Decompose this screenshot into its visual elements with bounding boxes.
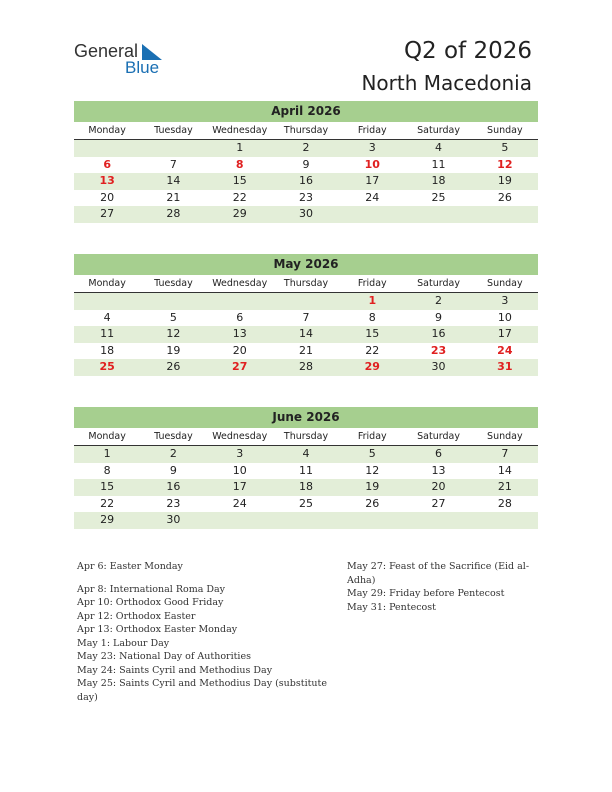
weekday-label: Monday: [88, 125, 126, 136]
day-cell: 26: [166, 360, 181, 373]
weekday-label: Thursday: [283, 431, 329, 442]
day-cell: 20: [431, 480, 446, 493]
holiday-entry: May 31: Pentecost: [347, 601, 436, 613]
day-cell: 29: [232, 207, 247, 220]
month-title: June 2026: [74, 407, 538, 428]
day-cell: 15: [365, 327, 380, 340]
holiday-entry: May 29: Friday before Pentecost: [347, 588, 505, 599]
week-row: [74, 343, 538, 360]
week-row: [74, 190, 538, 207]
holiday-list-right: [347, 560, 532, 614]
weekday-label: Wednesday: [212, 125, 268, 136]
holiday-day-cell: 29: [364, 360, 380, 373]
day-cell: 6: [236, 310, 244, 324]
week-row: [74, 140, 538, 157]
day-cell: 5: [501, 141, 509, 154]
day-cell: 3: [501, 294, 509, 307]
weekday-header-row: [74, 122, 538, 140]
holiday-day-cell: 8: [235, 157, 244, 171]
month-calendar: [74, 254, 538, 376]
day-cell: 13: [232, 327, 247, 340]
weekday-header-row: [74, 428, 538, 446]
day-cell: 3: [368, 141, 376, 154]
holiday-day-cell: 27: [232, 360, 248, 373]
weekday-label: Sunday: [487, 278, 523, 289]
day-cell: 2: [302, 141, 310, 154]
weekday-label: Tuesday: [154, 278, 193, 289]
day-cell: 19: [166, 343, 181, 357]
holiday-entry: May 27: Feast of the Sacrifice (Eid al-Adha): [347, 561, 530, 586]
weekday-label: Tuesday: [154, 125, 193, 136]
day-cell: [405, 512, 471, 529]
day-cell: 1: [103, 447, 111, 460]
day-cell: 5: [169, 310, 177, 324]
day-cell: 24: [232, 496, 247, 510]
week-row: [74, 293, 538, 310]
day-cell: 11: [298, 463, 313, 477]
weekday-label: Thursday: [283, 278, 329, 289]
day-cell: 30: [298, 207, 313, 220]
weekday-label: Sunday: [487, 125, 523, 136]
day-cell: 28: [298, 360, 313, 373]
day-cell: 29: [100, 513, 115, 526]
day-cell: 9: [435, 310, 443, 324]
day-cell: [472, 512, 538, 529]
day-cell: 20: [100, 190, 115, 204]
week-row: [74, 479, 538, 496]
day-cell: [74, 140, 140, 157]
day-cell: 24: [365, 190, 380, 204]
weekday-header-row: [74, 275, 538, 293]
day-cell: 28: [497, 496, 512, 510]
week-row: [74, 310, 538, 327]
day-cell: 4: [435, 141, 443, 154]
holiday-entry: May 24: Saints Cyril and Methodius Day: [77, 664, 273, 676]
day-cell: 7: [169, 157, 177, 171]
holiday-day-cell: 12: [497, 157, 513, 171]
day-cell: 9: [169, 463, 177, 477]
day-cell: 7: [501, 447, 509, 460]
day-cell: 17: [232, 480, 247, 493]
holiday-day-cell: 10: [364, 157, 380, 171]
month-title: April 2026: [74, 101, 538, 122]
month-title: May 2026: [74, 254, 538, 275]
day-cell: 11: [100, 327, 115, 340]
weekday-label: Friday: [357, 431, 387, 442]
holiday-day-cell: 24: [497, 343, 513, 357]
day-cell: 12: [166, 327, 181, 340]
weekday-label: Monday: [88, 278, 126, 289]
day-cell: 27: [431, 496, 446, 510]
week-row: [74, 157, 538, 174]
day-cell: 14: [166, 174, 181, 187]
day-cell: 23: [298, 190, 313, 204]
day-cell: 1: [236, 141, 244, 154]
week-row: [74, 512, 538, 529]
weekday-label: Saturday: [417, 431, 460, 442]
day-cell: 19: [365, 480, 380, 493]
holiday-day-cell: 31: [497, 360, 513, 373]
day-cell: 21: [298, 343, 313, 357]
week-row: [74, 446, 538, 463]
day-cell: 19: [497, 174, 512, 187]
day-cell: [472, 206, 538, 223]
day-cell: 22: [365, 343, 380, 357]
holiday-list-left: [77, 560, 327, 704]
day-cell: 4: [302, 447, 310, 460]
week-row: [74, 359, 538, 376]
weekday-label: Monday: [88, 431, 126, 442]
day-cell: 2: [435, 294, 443, 307]
day-cell: [140, 293, 206, 310]
weekday-label: Thursday: [283, 125, 329, 136]
day-cell: 6: [435, 447, 443, 460]
day-cell: 26: [497, 190, 512, 204]
day-cell: 17: [365, 174, 380, 187]
day-cell: 7: [302, 310, 310, 324]
day-cell: 26: [365, 496, 380, 510]
weekday-label: Wednesday: [212, 278, 268, 289]
holiday-entry: Apr 8: International Roma Day: [77, 583, 226, 595]
day-cell: 2: [169, 447, 177, 460]
day-cell: [207, 293, 273, 310]
day-cell: 5: [368, 447, 376, 460]
holiday-entry: Apr 12: Orthodox Easter: [77, 610, 196, 622]
day-cell: 18: [100, 343, 115, 357]
day-cell: 12: [365, 463, 380, 477]
day-cell: [273, 293, 339, 310]
weekday-label: Sunday: [487, 431, 523, 442]
month-calendar: [74, 407, 538, 529]
day-cell: 8: [103, 463, 111, 477]
day-cell: 15: [100, 480, 115, 493]
week-row: [74, 326, 538, 343]
holiday-entry: May 25: Saints Cyril and Methodius Day (substitute day): [77, 678, 327, 703]
day-cell: 30: [166, 513, 181, 526]
holiday-entry: Apr 10: Orthodox Good Friday: [77, 597, 224, 608]
day-cell: 8: [368, 310, 376, 324]
day-cell: [74, 293, 140, 310]
day-cell: 18: [431, 174, 446, 187]
day-cell: 4: [103, 310, 111, 324]
logo-text-general: General: [74, 41, 139, 61]
day-cell: 22: [100, 496, 115, 510]
day-cell: 16: [431, 327, 446, 340]
week-row: [74, 173, 538, 190]
day-cell: [339, 512, 405, 529]
day-cell: 22: [232, 190, 247, 204]
generalblue-logo: [74, 41, 174, 81]
day-cell: 15: [232, 174, 247, 187]
holiday-entry: Apr 13: Orthodox Easter Monday: [77, 624, 238, 635]
weekday-label: Wednesday: [212, 431, 268, 442]
month-calendar: [74, 101, 538, 223]
day-cell: 10: [232, 463, 247, 477]
day-cell: 9: [302, 157, 310, 171]
day-cell: 11: [431, 157, 446, 171]
day-cell: 30: [431, 360, 446, 373]
day-cell: 10: [497, 310, 512, 324]
day-cell: 16: [298, 174, 313, 187]
week-row: [74, 206, 538, 223]
day-cell: 13: [431, 463, 446, 477]
holiday-entry: Apr 6: Easter Monday: [77, 561, 183, 572]
weekday-label: Saturday: [417, 125, 460, 136]
logo-text-blue: Blue: [125, 58, 160, 77]
day-cell: 17: [497, 327, 512, 340]
day-cell: 20: [232, 343, 247, 357]
day-cell: 28: [166, 207, 181, 220]
day-cell: [207, 512, 273, 529]
day-cell: 16: [166, 480, 181, 493]
holiday-day-cell: 1: [368, 294, 377, 307]
day-cell: [140, 140, 206, 157]
day-cell: [405, 206, 471, 223]
day-cell: 18: [298, 480, 313, 493]
country-name: North Macedonia: [361, 71, 532, 95]
week-row: [74, 496, 538, 513]
weekday-label: Tuesday: [154, 431, 193, 442]
day-cell: 25: [298, 496, 313, 510]
day-cell: 23: [166, 496, 181, 510]
holiday-entry: May 23: National Day of Authorities: [77, 651, 251, 662]
day-cell: 3: [236, 447, 244, 460]
weekday-label: Saturday: [417, 278, 460, 289]
weekday-label: Friday: [357, 278, 387, 289]
day-cell: 27: [100, 207, 115, 220]
holiday-day-cell: 13: [99, 174, 115, 187]
holiday-day-cell: 25: [99, 360, 115, 373]
day-cell: [339, 206, 405, 223]
day-cell: 21: [166, 190, 181, 204]
weekday-label: Friday: [357, 125, 387, 136]
week-row: [74, 463, 538, 480]
day-cell: 21: [497, 480, 512, 493]
holiday-day-cell: 6: [103, 157, 111, 171]
day-cell: 25: [431, 190, 446, 204]
holiday-entry: May 1: Labour Day: [77, 637, 170, 649]
page-title: Q2 of 2026: [403, 38, 532, 64]
day-cell: [273, 512, 339, 529]
day-cell: 14: [298, 327, 313, 340]
day-cell: 14: [497, 463, 512, 477]
holiday-day-cell: 23: [430, 343, 447, 357]
